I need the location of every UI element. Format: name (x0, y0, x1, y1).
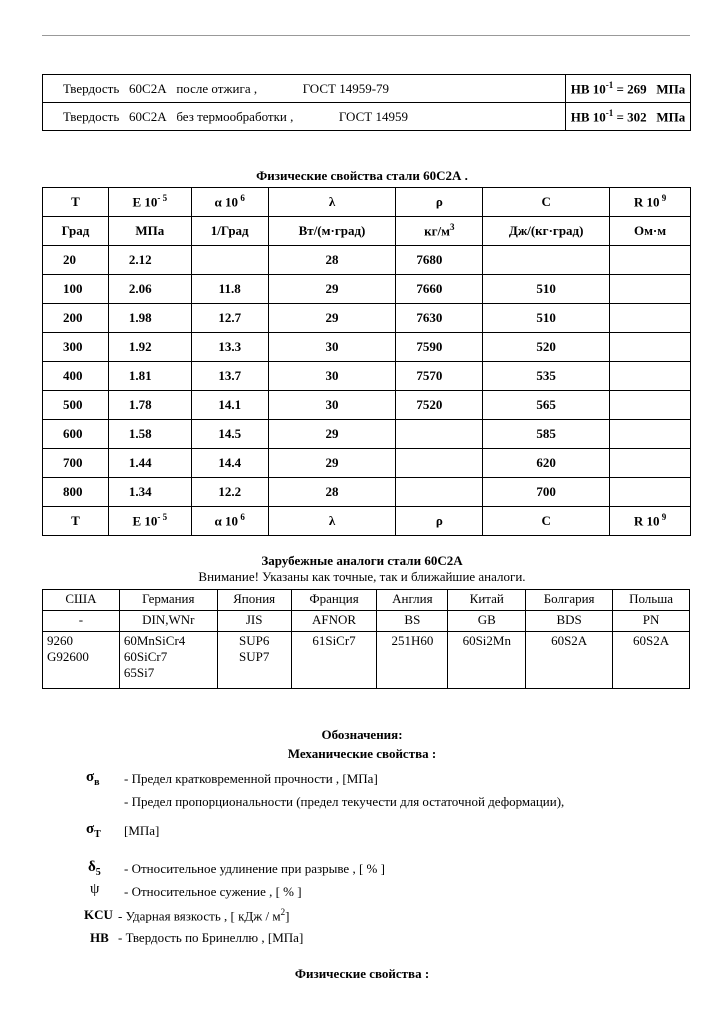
table-cell: 13.7 (191, 362, 268, 391)
header-unit: 1/Град (191, 217, 268, 246)
grade-cell (119, 632, 217, 689)
physical-title: Физические свойства стали 60С2А . (256, 168, 468, 183)
grade-item: SUP7 (238, 649, 270, 664)
table-cell: 100 (43, 275, 109, 304)
table-cell: 7660 (396, 275, 483, 304)
table-cell: 30 (268, 391, 396, 420)
header-symbol: T (43, 188, 109, 217)
hb-text: - Твердость по Бринеллю , [МПа] (118, 930, 304, 945)
grades-row (43, 632, 690, 689)
table-cell: 30 (268, 333, 396, 362)
table-cell: 510 (483, 304, 610, 333)
table-cell: 1.98 (108, 304, 191, 333)
table-cell (610, 391, 691, 420)
table-row (43, 478, 691, 507)
table-cell: 7520 (396, 391, 483, 420)
standard-cell: GB (448, 611, 526, 632)
table-cell: 510 (483, 275, 610, 304)
hardness-value: HB $10^{-1} = 302$ МПа (566, 103, 691, 131)
standard-cell: DIN,WNr (119, 611, 217, 632)
table-cell: 11.8 (191, 275, 268, 304)
table-cell: 620 (483, 449, 610, 478)
table-row (43, 449, 691, 478)
grade-item: G92600 (47, 649, 89, 664)
table-cell (610, 449, 691, 478)
physical-properties-table (42, 187, 691, 536)
table-row (43, 304, 691, 333)
grade-item: 61SiCr7 (312, 633, 356, 648)
sigma-b-text: - Предел кратковременной прочности , [МПа] (124, 771, 378, 786)
country-cell: Япония (217, 590, 291, 611)
standard-cell: JIS (217, 611, 291, 632)
delta-symbol: $\delta_5$ (88, 859, 101, 878)
table-cell: 1.34 (108, 478, 191, 507)
table-cell: 28 (268, 246, 396, 275)
sigma-t-unit: [МПа] (124, 823, 160, 838)
table-cell: 2.12 (108, 246, 191, 275)
hardness-desc: Твердость 60С2А без термообработки , ГОСТ 14959 (43, 103, 566, 131)
table-cell: 29 (268, 420, 396, 449)
table-cell: 1.44 (108, 449, 191, 478)
grade-cell (291, 632, 377, 689)
table-cell (396, 449, 483, 478)
table-cell: 30 (268, 362, 396, 391)
header-units-row (43, 217, 691, 246)
sigma-t-text: - Предел пропорциональности (предел текучести для остаточной деформации), (124, 794, 565, 809)
header-symbol: ρ (396, 507, 483, 536)
header-symbol: R 10 $^9$ (610, 188, 691, 217)
table-cell (610, 304, 691, 333)
grade-cell (613, 632, 690, 689)
analogues-note: Внимание! Указаны как точные, так и ближайшие аналоги. (198, 569, 526, 584)
table-cell: 28 (268, 478, 396, 507)
table-row (43, 275, 691, 304)
table-cell (610, 420, 691, 449)
table-cell: 500 (43, 391, 109, 420)
standards-row (43, 611, 690, 632)
kcu-text: - Ударная вязкость , [ кДж / $м^2$] (118, 907, 290, 924)
hb-symbol: HB (90, 930, 109, 945)
table-cell: 1.81 (108, 362, 191, 391)
table-cell: 200 (43, 304, 109, 333)
table-cell: 14.5 (191, 420, 268, 449)
table-cell: 14.1 (191, 391, 268, 420)
country-cell: Германия (119, 590, 217, 611)
grade-item: 251H60 (391, 633, 434, 648)
kcu-symbol: KCU (84, 907, 113, 922)
header-symbol: λ (268, 507, 396, 536)
header-unit: $кг/м^3$ (396, 217, 483, 246)
table-cell (191, 246, 268, 275)
header-unit: Град (43, 217, 109, 246)
table-cell: 400 (43, 362, 109, 391)
grade-item: SUP6 (238, 633, 270, 648)
table-cell (610, 333, 691, 362)
table-cell: 520 (483, 333, 610, 362)
table-row (43, 391, 691, 420)
hardness-value: HB $10^{-1} = 269$ МПа (566, 75, 691, 103)
table-cell: 535 (483, 362, 610, 391)
table-cell: 29 (268, 304, 396, 333)
table-cell: 565 (483, 391, 610, 420)
mech-title: Механические свойства : (287, 746, 437, 761)
header-symbol: T (43, 507, 109, 536)
header-symbol: E $10^{- 5}$ (108, 188, 191, 217)
table-cell: 1.58 (108, 420, 191, 449)
table-cell: 600 (43, 420, 109, 449)
grade-item: 60Si2Mn (462, 633, 511, 648)
header-symbol: C (483, 188, 610, 217)
table-cell: 12.7 (191, 304, 268, 333)
table-cell (610, 246, 691, 275)
country-cell: США (43, 590, 120, 611)
grade-cell (217, 632, 291, 689)
header-unit: Дж/(кг·град) (483, 217, 610, 246)
top-rule (42, 35, 690, 36)
header-symbol: α 10 $^6$ (191, 507, 268, 536)
analogues-table (42, 589, 690, 689)
sigma-b-symbol: $\sigma_в$ (86, 769, 100, 788)
table-cell: 7570 (396, 362, 483, 391)
table-cell: 1.78 (108, 391, 191, 420)
grade-item: 60S2A (551, 633, 588, 648)
hardness-row (43, 75, 691, 103)
countries-row (43, 590, 690, 611)
grade-cell (43, 632, 120, 689)
grade-item: 60S2A (632, 633, 670, 648)
header-symbol: C (483, 507, 610, 536)
country-cell: Китай (448, 590, 526, 611)
country-cell: Болгария (526, 590, 613, 611)
country-cell: Польша (613, 590, 690, 611)
header-symbols-row (43, 188, 691, 217)
analogues-title: Зарубежные аналоги стали 60С2А (261, 553, 463, 568)
hardness-row (43, 103, 691, 131)
table-cell: 13.3 (191, 333, 268, 362)
table-cell: 12.2 (191, 478, 268, 507)
header-unit: Вт/(м·град) (268, 217, 396, 246)
psi-symbol: ψ (90, 881, 100, 897)
country-cell: Франция (291, 590, 377, 611)
grade-item: 65Si7 (123, 665, 155, 680)
header-symbol: α 10 $^6$ (191, 188, 268, 217)
table-cell (610, 275, 691, 304)
table-cell: 2.06 (108, 275, 191, 304)
table-cell: 585 (483, 420, 610, 449)
table-row (43, 420, 691, 449)
standard-cell: - (43, 611, 120, 632)
table-cell: 14.4 (191, 449, 268, 478)
table-cell: 29 (268, 449, 396, 478)
grade-item: 9260 (47, 633, 73, 648)
table-cell: 7630 (396, 304, 483, 333)
standard-cell: BS (377, 611, 448, 632)
grade-cell (377, 632, 448, 689)
table-cell (610, 478, 691, 507)
grade-cell (448, 632, 526, 689)
header-symbol: λ (268, 188, 396, 217)
grade-item: 60MnSiCr4 (123, 633, 186, 648)
table-cell: 29 (268, 275, 396, 304)
legend-title: Обозначения: (321, 727, 403, 742)
table-cell (483, 246, 610, 275)
header-symbol: ρ (396, 188, 483, 217)
standard-cell: BDS (526, 611, 613, 632)
table-cell: 1.92 (108, 333, 191, 362)
delta-text: - Относительное удлинение при разрыве , [ % ] (124, 861, 385, 876)
table-cell (396, 420, 483, 449)
header-unit: МПа (108, 217, 191, 246)
table-cell: 300 (43, 333, 109, 362)
sigma-t-symbol: $\sigma_T$ (86, 821, 101, 840)
table-cell: 7590 (396, 333, 483, 362)
psi-text: - Относительное сужение , [ % ] (124, 884, 302, 899)
phys-legend-title: Физические свойства : (294, 966, 430, 981)
grade-item: 60SiCr7 (123, 649, 168, 664)
table-cell (396, 478, 483, 507)
hardness-table (42, 74, 691, 131)
table-row (43, 362, 691, 391)
table-cell: 800 (43, 478, 109, 507)
grade-cell (526, 632, 613, 689)
standard-cell: AFNOR (291, 611, 377, 632)
header-unit: Ом·м (610, 217, 691, 246)
header-symbol: R 10 $^9$ (610, 507, 691, 536)
table-cell: 700 (483, 478, 610, 507)
table-row (43, 333, 691, 362)
table-cell: 7680 (396, 246, 483, 275)
table-cell: 700 (43, 449, 109, 478)
table-cell (610, 362, 691, 391)
table-row (43, 246, 691, 275)
hardness-desc: Твердость 60С2А после отжига , ГОСТ 14959-79 (43, 75, 566, 103)
standard-cell: PN (613, 611, 690, 632)
country-cell: Англия (377, 590, 448, 611)
header-symbol: E $10^{- 5}$ (108, 507, 191, 536)
table-cell: 20 (43, 246, 109, 275)
footer-symbols-row (43, 507, 691, 536)
